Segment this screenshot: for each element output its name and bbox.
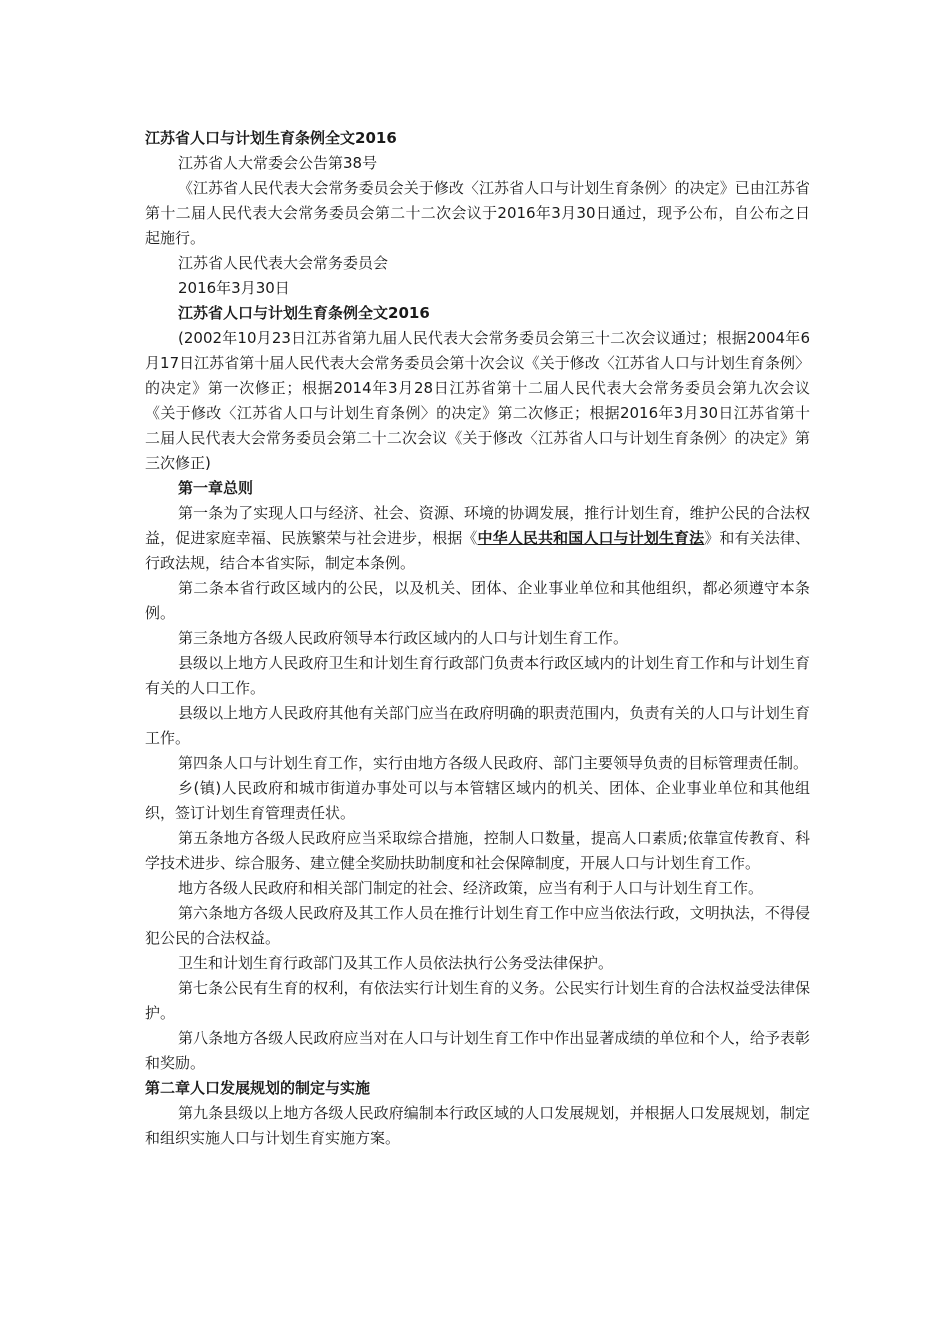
document-title: 江苏省人口与计划生育条例全文2016	[145, 129, 397, 147]
intro-paragraph: 《江苏省人民代表大会常务委员会关于修改〈江苏省人口与计划生育条例〉的决定》已由江苏省第十二届人民代表大会常务委员会第二十二次会议于2016年3月30日通过，现予公布，自公布之日起施行。	[145, 179, 810, 247]
regulation-title: 江苏省人口与计划生育条例全文2016	[178, 304, 430, 322]
article-1-text-before: 第一条为了实现人口与经济、社会、资源、环境的协调发展，推行计划生育，维护公民的合法权益，促进家庭幸福、民族繁荣与社会进步，根据《	[145, 504, 810, 547]
article-6-paragraph-2: 卫生和计划生育行政部门及其工作人员依法执行公务受法律保护。	[178, 954, 614, 972]
article-7: 第七条公民有生育的权利，有依法实行计划生育的义务。公民实行计划生育的合法权益受法律保护。	[145, 979, 810, 1022]
article-2: 第二条本省行政区域内的公民，以及机关、团体、企业事业单位和其他组织，都必须遵守本条例。	[145, 579, 810, 622]
article-6: 第六条地方各级人民政府及其工作人员在推行计划生育工作中应当依法行政，文明执法，不得侵犯公民的合法权益。	[145, 904, 810, 947]
article-9: 第九条县级以上地方各级人民政府编制本行政区域的人口发展规划，并根据人口发展规划，制定和组织实施人口与计划生育实施方案。	[145, 1104, 810, 1147]
article-4: 第四条人口与计划生育工作，实行由地方各级人民政府、部门主要领导负责的目标管理责任制。	[178, 754, 809, 772]
announcement-number: 江苏省人大常委会公告第38号	[178, 154, 378, 172]
article-4-paragraph-2: 乡(镇)人民政府和城市街道办事处可以与本管辖区域内的机关、团体、企业事业单位和其他组织，签订计划生育管理责任状。	[145, 779, 810, 822]
chapter-2-heading: 第二章人口发展规划的制定与实施	[145, 1079, 371, 1097]
article-3: 第三条地方各级人民政府领导本行政区域内的人口与计划生育工作。	[178, 629, 629, 647]
population-family-planning-law-link[interactable]: 中华人民共和国人口与计划生育法	[477, 529, 705, 547]
article-3-paragraph-2: 县级以上地方人民政府卫生和计划生育行政部门负责本行政区域内的计划生育工作和与计划生育有关的人口工作。	[145, 654, 810, 697]
issuer: 江苏省人民代表大会常务委员会	[178, 254, 389, 272]
revision-note: (2002年10月23日江苏省第九届人民代表大会常务委员会第三十二次会议通过；根据2004年6月17日江苏省第十届人民代表大会常务委员会第十次会议《关于修改〈江苏省人口与计划生育条例〉的决定》第一次修正；根据2014年3月28日江苏省第十二届人民代表大会常务委员会第九次会议《关于修改〈江苏省人口与计划生育条例〉的决定》第二次修正；根据2016年3月30日江苏省第十二届人民代表大会常务委员会第二十二次会议《关于修改〈江苏省人口与计划生育条例〉的决定》第三次修正)	[145, 329, 810, 472]
article-3-paragraph-3: 县级以上地方人民政府其他有关部门应当在政府明确的职责范围内，负责有关的人口与计划生育工作。	[145, 704, 810, 747]
article-1	[145, 501, 810, 576]
article-8: 第八条地方各级人民政府应当对在人口与计划生育工作中作出显著成绩的单位和个人，给予表彰和奖励。	[145, 1029, 810, 1072]
article-5-paragraph-2: 地方各级人民政府和相关部门制定的社会、经济政策，应当有利于人口与计划生育工作。	[178, 879, 764, 897]
issue-date: 2016年3月30日	[178, 279, 290, 297]
article-1-text-after: 》和有关法律、行政法规，结合本省实际，制定本条例。	[145, 529, 810, 572]
article-5: 第五条地方各级人民政府应当采取综合措施，控制人口数量，提高人口素质;依靠宣传教育、科学技术进步、综合服务、建立健全奖励扶助制度和社会保障制度，开展人口与计划生育工作。	[145, 829, 810, 872]
chapter-1-heading: 第一章总则	[178, 479, 254, 497]
